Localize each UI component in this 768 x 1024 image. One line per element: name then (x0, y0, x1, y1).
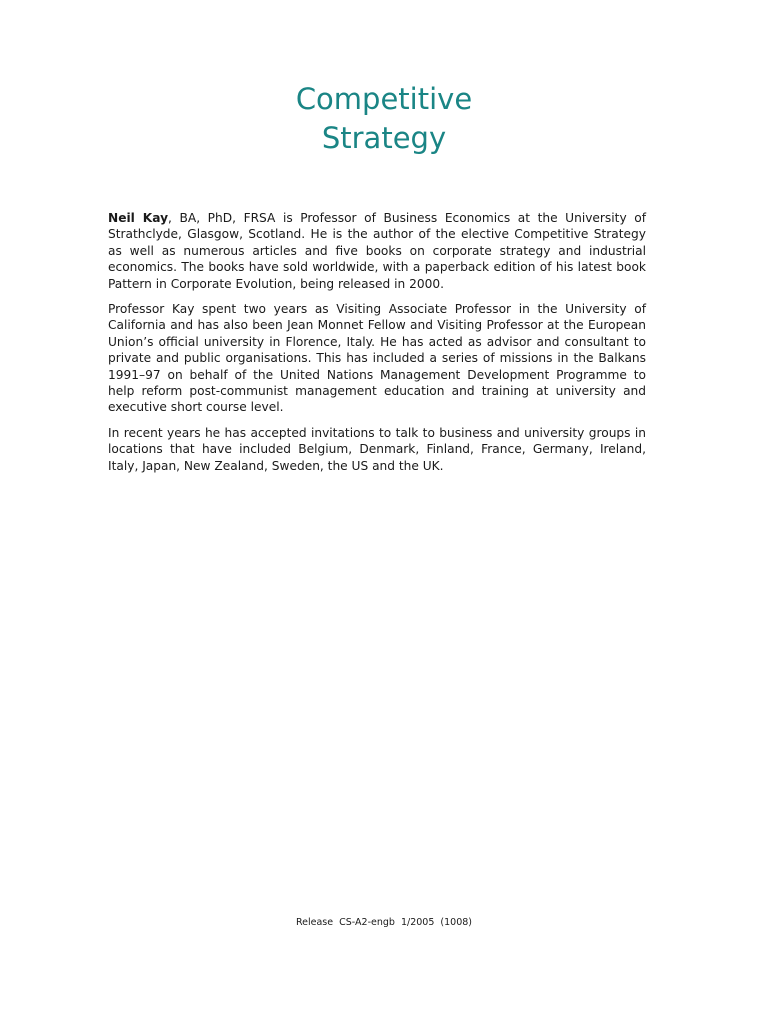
title-line-1: Competitive (295, 82, 473, 116)
author-name: Neil Kay (108, 211, 169, 225)
page-title (0, 80, 768, 158)
bio-paragraph-1-text: , BA, PhD, FRSA is Professor of Business Economics at the University of Strathclyde, Glasgow, Scotland. He is the author of the elective Competitive Strategy as well as numerous articles and five books on corporate strategy and industrial economics. The books have sold worldwide, with a paperback edition of his latest book Pattern in Corporate Evolution, being released in 2000. (108, 211, 646, 291)
author-bio (108, 210, 646, 483)
bio-paragraph-2: Professor Kay spent two years as Visiting Associate Professor in the University of California and has also been Jean Monnet Fellow and Visiting Professor at the European Union’s official university in Florence, Italy. He has acted as advisor and consultant to private and public organisations. This has included a series of missions in the Balkans 1991–97 on behalf of the United Nations Management Development Programme to help reform post-communist management education and training at university and executive short course level. (108, 302, 646, 415)
bio-paragraph-1 (108, 210, 646, 292)
title-line-2: Strategy (321, 121, 447, 155)
bio-paragraph-3: In recent years he has accepted invitations to talk to business and university groups in locations that have included Belgium, Denmark, Finland, France, Germany, Ireland, Italy, Japan, New Zealand, Sweden, the US and the UK. (108, 425, 646, 473)
release-info: Release CS-A2-engb 1/2005 (1008) (295, 917, 473, 928)
